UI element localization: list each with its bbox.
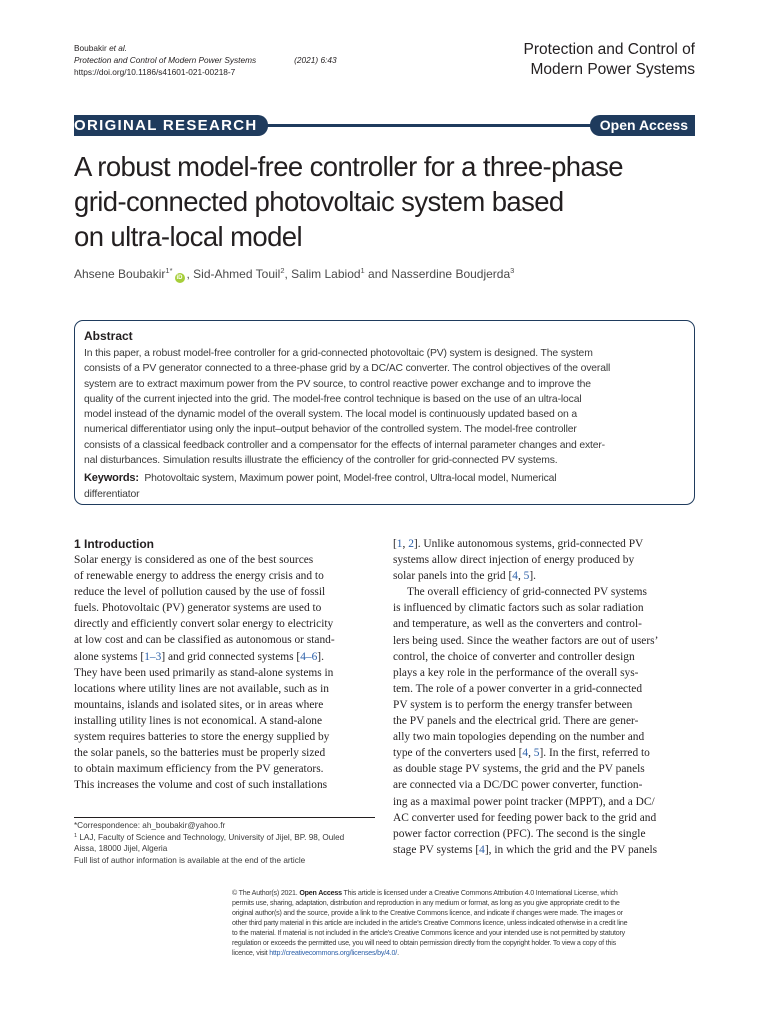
affiliation: $^1$ LAJ, Faculty of Science and Technology, University of Jijel, BP. 98, Ouled xyxy=(74,833,345,843)
orcid-icon[interactable]: iD xyxy=(176,275,183,281)
journal-title: Protection and Control of Modern Power Systems xyxy=(523,41,695,78)
citation-line: [1, 2]. Unlike autonomous systems, grid-connected PV xyxy=(393,538,644,550)
citation-link[interactable]: 2 xyxy=(408,538,414,550)
license-link[interactable]: http://creativecommons.org/licenses/by/4.0/ xyxy=(269,949,398,957)
license-notice: © The Author(s) 2021. Open Access This article is licensed under a Creative Commons Attribution 4.0 International License, which permits use, sharing, adaptation, distribution and reproduction in any medium or format, as long as you give appropriate credit to the original author(s) and the source, provide a link to the Creative Commons licence, and indicate if changes were made. The images or other third party material in this article are included in the article’s Creative Commons licence, unless indicated otherwise in a credit line to the material. If material is not included in the article’s Creative Commons licence and your intended use is not permitted by statutory regulation or exceeds the permitted use, you will need to obtain permission directly from the copyright holder. To view a copy of this licence, visit http://creativecommons.org/licenses/by/4.0/. xyxy=(232,889,628,957)
header-citation: Protection and Control of Modern Power Systems (2021) 6:43 xyxy=(74,55,337,65)
author-list: Ahsene Boubakir$^{1*}$iD , Sid-Ahmed Touil$^2$, Salim Labiod$^1$ and Nasserdine Boudjerda$^3$ xyxy=(74,266,515,281)
citation-link[interactable]: 5 xyxy=(523,570,530,583)
body-column-right: [1, 2]. Unlike autonomous systems, grid-connected PV systems allow direct injection of energy produced by solar panels into the grid [4, 5]. The overall efficiency of grid-connected PV systems is influenced by climatic factors such as solar radiation and temperature, as well as the converters and control- lers being used. Since the weather factors are out of users’ control, the choice of converter and controller design plays a key role in the performance of the overall sys- tem. The role of a power converter in a grid-connected PV system is to perform the energy transfer between the PV panels and the electrical grid. There are gener- ally two main topologies depending on the number and type of the converters used [4, 5]. In the first, referred to as double stage PV systems, the grid and the PV panels are connected via a DC/DC power converter, function- ing as a maximal power point tracker (MPPT), and a DC/ AC converter used for feeding power back to the grid and power factor correction (PFC). The second is the single stage PV systems [4], in which the grid and the PV panels xyxy=(393,536,694,858)
citation-link[interactable]: 4 xyxy=(522,747,529,760)
footnote-divider xyxy=(74,817,375,818)
article-title: A robust model-free controller for a three-phase grid-connected photovoltaic system based on ultra-local model xyxy=(74,151,623,252)
citation-line: solar panels into the grid [4, 5]. xyxy=(393,570,537,583)
citation-link[interactable]: 5 xyxy=(533,747,540,760)
citation-link[interactable]: 1–3 xyxy=(144,650,162,663)
footnotes: *Correspondence: ah_boubakir@yahoo.fr $^1$ LAJ, Faculty of Science and Technology, University of Jijel, BP. 98, Ouled Aissa, 18000 Jijel, Algeria Full list of author information is available at the end of the article xyxy=(74,820,375,866)
body-column-left: 1 Introduction Solar energy is considered as one of the best sources of renewable energy to address the energy crisis and to reduce the level of pollution caused by the use of fossil fuels. Photovoltaic (PV) generator systems are used to directly and efficiently convert solar energy to electricity at low cost and can be classified as autonomous or stand- alone systems [1–3] and grid connected systems [4–6]. They have been used primarily as stand-alone systems in locations where utility lines are not available, such as in mountains, islands and isolated sites, or in areas where installing utility lines is not economical. A stand-alone system requires batteries to store the energy supplied by the solar panels, so the batteries must be properly sized to obtain maximum efficiency from the PV generators. This increases the volume and cost of such installations xyxy=(74,536,375,793)
section-heading: 1 Introduction xyxy=(74,537,154,551)
citation-line: alone systems [1–3] and grid connected systems [4–6]. xyxy=(74,650,324,663)
citation-link[interactable]: 1 xyxy=(396,538,403,550)
keywords-label: Keywords: xyxy=(84,472,139,485)
citation-link[interactable]: 4–6 xyxy=(300,650,318,663)
running-header xyxy=(74,42,337,78)
abstract-heading: Abstract xyxy=(84,329,133,343)
abstract-body: In this paper, a robust model-free controller for a grid-connected photovoltaic (PV) system is designed. The system consists of a PV generator connected to a three-phase grid by a DC/AC converter. The control objectives of the overall system are to extract maximum power from the PV source, to control reactive power exchange and to improve the quality of the current injected into the grid. The model-free control technique is based on the use of an ultra-local model instead of the dynamic model of the overall system. The local model is continuously updated based on a numerical differentiator using only the input–output behavior of the controlled system. The model-free controller consists of a classical feedback controller and a compensator for the effects of internal parameter changes and exter- nal disturbances. Simulation results illustrate the efficiency of the controller for grid-connected PV systems. xyxy=(84,348,611,467)
citation-link[interactable]: 4 xyxy=(512,570,518,583)
citation-line: type of the converters used [4, 5]. In the first, referred to xyxy=(393,747,650,760)
header-authors: Boubakir et al. xyxy=(74,43,128,53)
keywords: Keywords: Photovoltaic system, Maximum power point, Model-free control, Ultra-local model, Numerical differentiator xyxy=(84,472,557,500)
abstract-box xyxy=(74,320,695,505)
citation-line: stage PV systems [4], in which the grid and the PV panels xyxy=(393,843,658,856)
citation-link[interactable]: 4 xyxy=(479,843,485,856)
open-access-badge: Open Access xyxy=(590,115,695,136)
article-type-label: ORIGINAL RESEARCH xyxy=(74,115,268,136)
author-info-note: Full list of author information is available at the end of the article xyxy=(74,855,306,865)
article-label-bar xyxy=(74,115,695,136)
header-doi[interactable]: https://doi.org/10.1186/s41601-021-00218-7 xyxy=(74,67,236,77)
correspondence: *Correspondence: ah_boubakir@yahoo.fr xyxy=(74,821,226,830)
